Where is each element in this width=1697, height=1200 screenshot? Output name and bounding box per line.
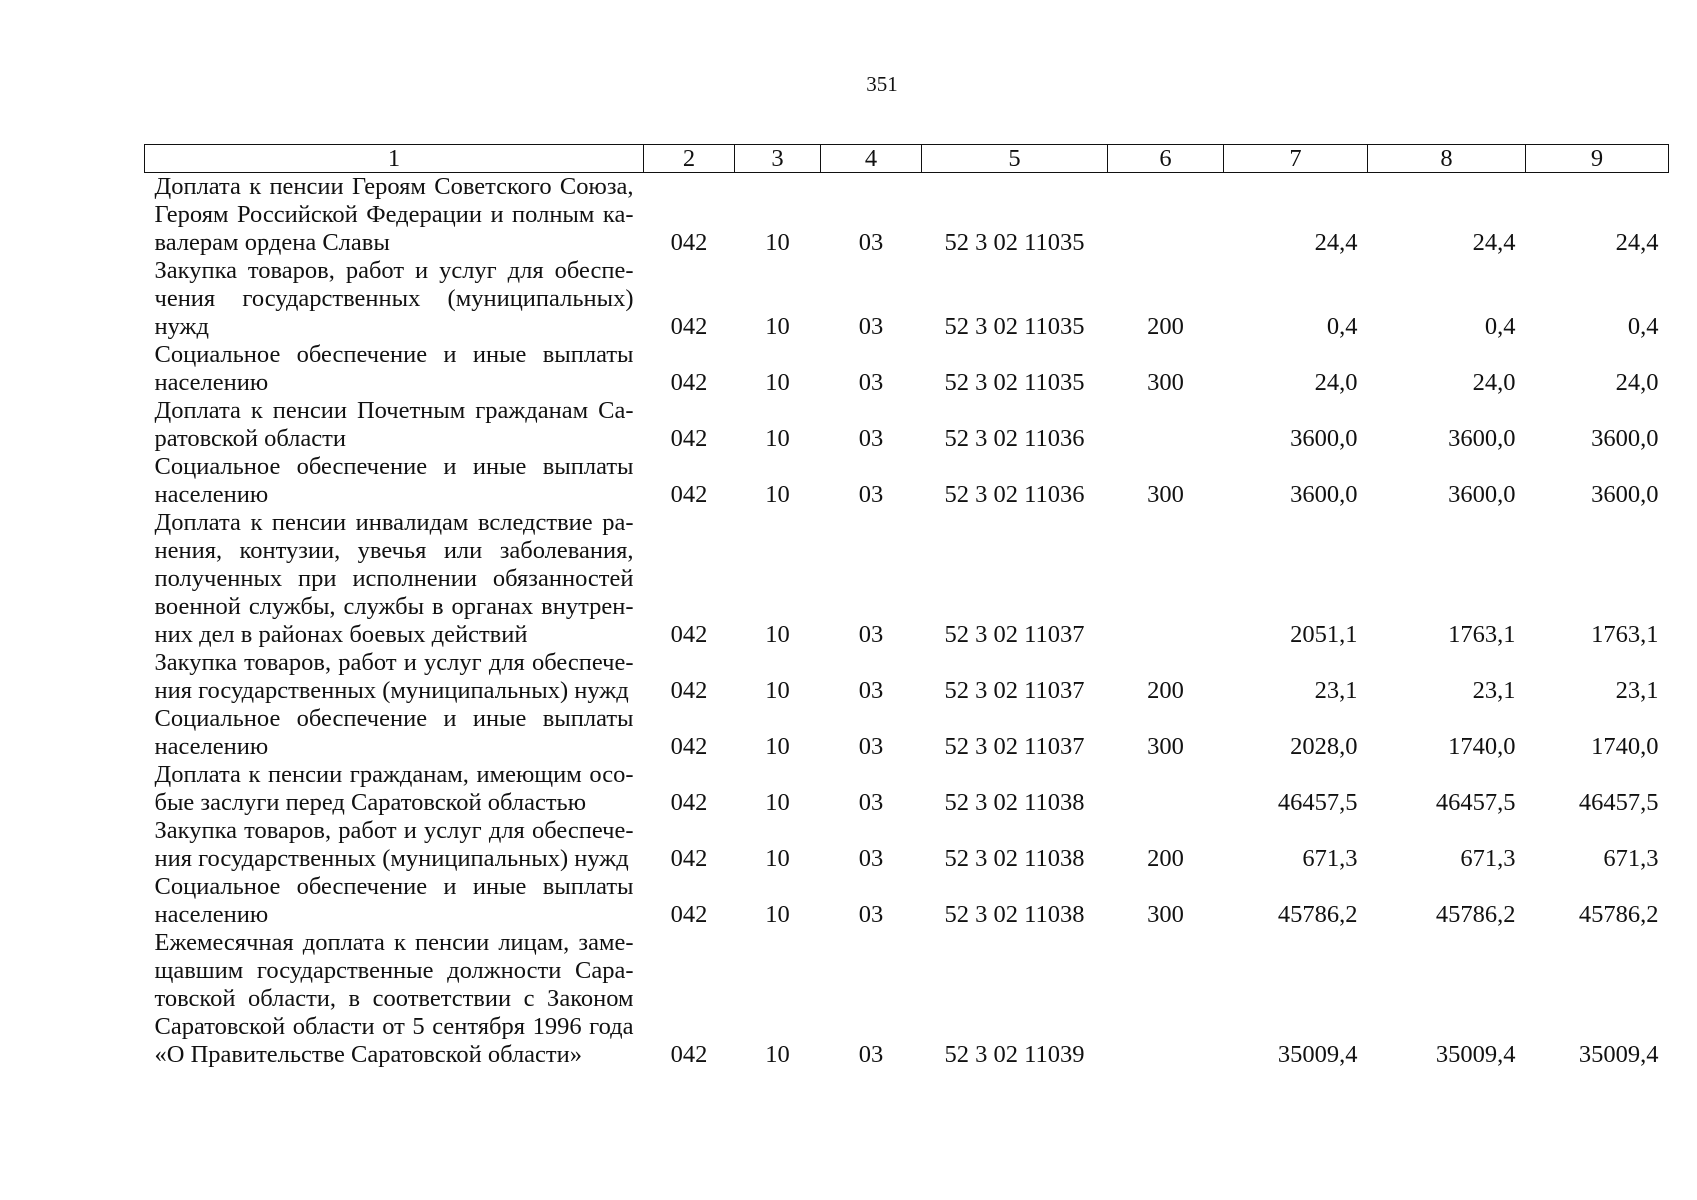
row-value-7: 24,4 xyxy=(1314,229,1358,256)
row-code-4: 03 xyxy=(858,425,884,452)
row-code-4: 03 xyxy=(858,621,884,648)
row-description: Ежемесячная доплата к пенсии лицам, замещавшим государственные должности Саратовской области, в соответствии с Законом Саратовской области от 5 сентября 1996 года «О Правительстве Саратовской области» xyxy=(154,929,634,1068)
row-value-7: 3600,0 xyxy=(1290,481,1358,508)
row-code-5: 52 3 02 11038 xyxy=(944,845,1085,872)
row-code-2: 042 xyxy=(670,789,708,816)
row-code-5: 52 3 02 11036 xyxy=(944,425,1085,452)
row-code-4: 03 xyxy=(858,901,884,928)
row-code-6 xyxy=(1108,173,1224,258)
row-code-5: 52 3 02 11035 xyxy=(944,369,1085,396)
row-code-4: 03 xyxy=(858,789,884,816)
row-value-8: 671,3 xyxy=(1460,845,1516,872)
row-code-2: 042 xyxy=(670,1041,708,1068)
table-body xyxy=(145,173,1669,1070)
table-row xyxy=(145,509,1669,649)
row-value-7: 3600,0 xyxy=(1290,425,1358,452)
row-code-3: 10 xyxy=(765,677,790,704)
row-value-7: 2028,0 xyxy=(1290,733,1358,760)
table-row xyxy=(145,705,1669,761)
row-code-4: 03 xyxy=(858,845,884,872)
header-row xyxy=(145,145,1669,173)
row-value-7: 46457,5 xyxy=(1277,789,1358,816)
row-code-3: 10 xyxy=(765,733,790,760)
row-code-4: 03 xyxy=(858,481,884,508)
row-value-9: 23,1 xyxy=(1615,677,1659,704)
row-description: Закупка товаров, работ и услуг для обеспечения государственных (муниципальных) нужд xyxy=(154,817,634,872)
row-code-2: 042 xyxy=(670,425,708,452)
row-code-6 xyxy=(1108,929,1224,1069)
row-value-9: 1763,1 xyxy=(1591,621,1659,648)
row-value-7: 45786,2 xyxy=(1277,901,1358,928)
row-code-4: 03 xyxy=(858,313,884,340)
row-value-9: 3600,0 xyxy=(1591,481,1659,508)
row-description: Доплата к пенсии Героям Советского Союза, Героям Российской Федерации и полным кавалерам ордена Славы xyxy=(154,173,634,256)
row-value-7: 2051,1 xyxy=(1290,621,1358,648)
row-code-4: 03 xyxy=(858,677,884,704)
row-code-4: 03 xyxy=(858,369,884,396)
row-code-3: 10 xyxy=(765,1041,790,1068)
row-code-6: 300 xyxy=(1147,481,1184,508)
row-code-3: 10 xyxy=(765,313,790,340)
table-row xyxy=(145,341,1669,397)
row-code-6: 200 xyxy=(1147,313,1184,340)
table-row xyxy=(145,453,1669,509)
row-code-6: 300 xyxy=(1147,369,1184,396)
row-value-9: 24,0 xyxy=(1615,369,1659,396)
row-value-9: 46457,5 xyxy=(1578,789,1659,816)
header-cell-7: 7 xyxy=(1224,145,1368,173)
row-code-6 xyxy=(1108,509,1224,649)
row-value-7: 35009,4 xyxy=(1277,1041,1358,1068)
table-row xyxy=(145,257,1669,341)
table-row xyxy=(145,173,1669,258)
row-code-4: 03 xyxy=(858,733,884,760)
header-cell-5: 5 xyxy=(922,145,1108,173)
row-value-9: 671,3 xyxy=(1603,845,1659,872)
table-row xyxy=(145,649,1669,705)
row-code-2: 042 xyxy=(670,621,708,648)
row-code-2: 042 xyxy=(670,369,708,396)
table-row xyxy=(145,761,1669,817)
row-description: Доплата к пенсии инвалидам вследствие ранения, контузии, увечья или заболевания, полученных при исполнении обязанностей военной службы, службы в органах внутренних дел в районах боевых действий xyxy=(154,509,634,648)
row-value-9: 35009,4 xyxy=(1578,1041,1659,1068)
header-cell-6: 6 xyxy=(1108,145,1224,173)
row-description: Закупка товаров, работ и услуг для обеспечения государственных (муниципальных) нужд xyxy=(154,649,634,704)
table-row xyxy=(145,873,1669,929)
row-description: Социальное обеспечение и иные выплаты населению xyxy=(154,341,634,396)
row-code-5: 52 3 02 11036 xyxy=(944,481,1085,508)
row-code-6: 300 xyxy=(1147,733,1184,760)
header-cell-8: 8 xyxy=(1368,145,1526,173)
row-value-8: 46457,5 xyxy=(1435,789,1516,816)
header-cell-2: 2 xyxy=(644,145,735,173)
row-value-8: 45786,2 xyxy=(1435,901,1516,928)
row-description: Социальное обеспечение и иные выплаты населению xyxy=(154,705,634,760)
row-code-6: 200 xyxy=(1147,677,1184,704)
row-value-8: 35009,4 xyxy=(1435,1041,1516,1068)
row-description: Доплата к пенсии Почетным гражданам Саратовской области xyxy=(154,397,634,452)
row-value-7: 23,1 xyxy=(1314,677,1358,704)
row-value-8: 23,1 xyxy=(1472,677,1516,704)
header-cell-4: 4 xyxy=(821,145,922,173)
row-value-7: 24,0 xyxy=(1314,369,1358,396)
row-value-8: 3600,0 xyxy=(1448,481,1516,508)
header-cell-1: 1 xyxy=(145,145,644,173)
row-code-6: 300 xyxy=(1147,901,1184,928)
row-code-5: 52 3 02 11035 xyxy=(944,313,1085,340)
budget-table xyxy=(144,144,1669,1069)
row-value-7: 671,3 xyxy=(1302,845,1358,872)
row-code-3: 10 xyxy=(765,229,790,256)
row-code-6 xyxy=(1108,761,1224,817)
row-value-9: 24,4 xyxy=(1615,229,1659,256)
header-cell-9: 9 xyxy=(1526,145,1669,173)
row-value-9: 1740,0 xyxy=(1591,733,1659,760)
row-code-5: 52 3 02 11037 xyxy=(944,677,1085,704)
row-code-3: 10 xyxy=(765,845,790,872)
row-description: Социальное обеспечение и иные выплаты населению xyxy=(154,873,634,928)
row-code-5: 52 3 02 11037 xyxy=(944,733,1085,760)
row-value-8: 3600,0 xyxy=(1448,425,1516,452)
header-cell-3: 3 xyxy=(735,145,821,173)
row-description: Закупка товаров, работ и услуг для обеспечения государственных (муниципальных) нужд xyxy=(154,257,634,340)
row-value-8: 1763,1 xyxy=(1448,621,1516,648)
row-code-5: 52 3 02 11037 xyxy=(944,621,1085,648)
table-header xyxy=(145,145,1669,173)
row-code-4: 03 xyxy=(858,1041,884,1068)
row-code-2: 042 xyxy=(670,901,708,928)
row-value-9: 3600,0 xyxy=(1591,425,1659,452)
row-description: Социальное обеспечение и иные выплаты населению xyxy=(154,453,634,508)
row-code-6 xyxy=(1108,397,1224,453)
row-value-8: 0,4 xyxy=(1484,313,1516,340)
row-code-2: 042 xyxy=(670,733,708,760)
row-code-4: 03 xyxy=(858,229,884,256)
table-row xyxy=(145,397,1669,453)
row-code-5: 52 3 02 11035 xyxy=(944,229,1085,256)
row-code-2: 042 xyxy=(670,845,708,872)
row-description: Доплата к пенсии гражданам, имеющим особые заслуги перед Саратовской областью xyxy=(154,761,634,816)
row-code-3: 10 xyxy=(765,425,790,452)
table-row xyxy=(145,817,1669,873)
row-code-6: 200 xyxy=(1147,845,1184,872)
row-value-9: 45786,2 xyxy=(1578,901,1659,928)
row-code-2: 042 xyxy=(670,229,708,256)
row-code-3: 10 xyxy=(765,901,790,928)
row-code-2: 042 xyxy=(670,313,708,340)
page-number: 351 xyxy=(866,72,898,96)
row-code-5: 52 3 02 11038 xyxy=(944,901,1085,928)
row-value-8: 24,4 xyxy=(1472,229,1516,256)
row-code-3: 10 xyxy=(765,789,790,816)
row-value-8: 1740,0 xyxy=(1448,733,1516,760)
row-value-7: 0,4 xyxy=(1326,313,1358,340)
row-code-3: 10 xyxy=(765,481,790,508)
row-value-8: 24,0 xyxy=(1472,369,1516,396)
row-code-2: 042 xyxy=(670,481,708,508)
row-code-2: 042 xyxy=(670,677,708,704)
row-code-3: 10 xyxy=(765,621,790,648)
row-code-5: 52 3 02 11038 xyxy=(944,789,1085,816)
table-row xyxy=(145,929,1669,1069)
row-code-3: 10 xyxy=(765,369,790,396)
row-code-5: 52 3 02 11039 xyxy=(944,1041,1085,1068)
row-value-9: 0,4 xyxy=(1627,313,1659,340)
